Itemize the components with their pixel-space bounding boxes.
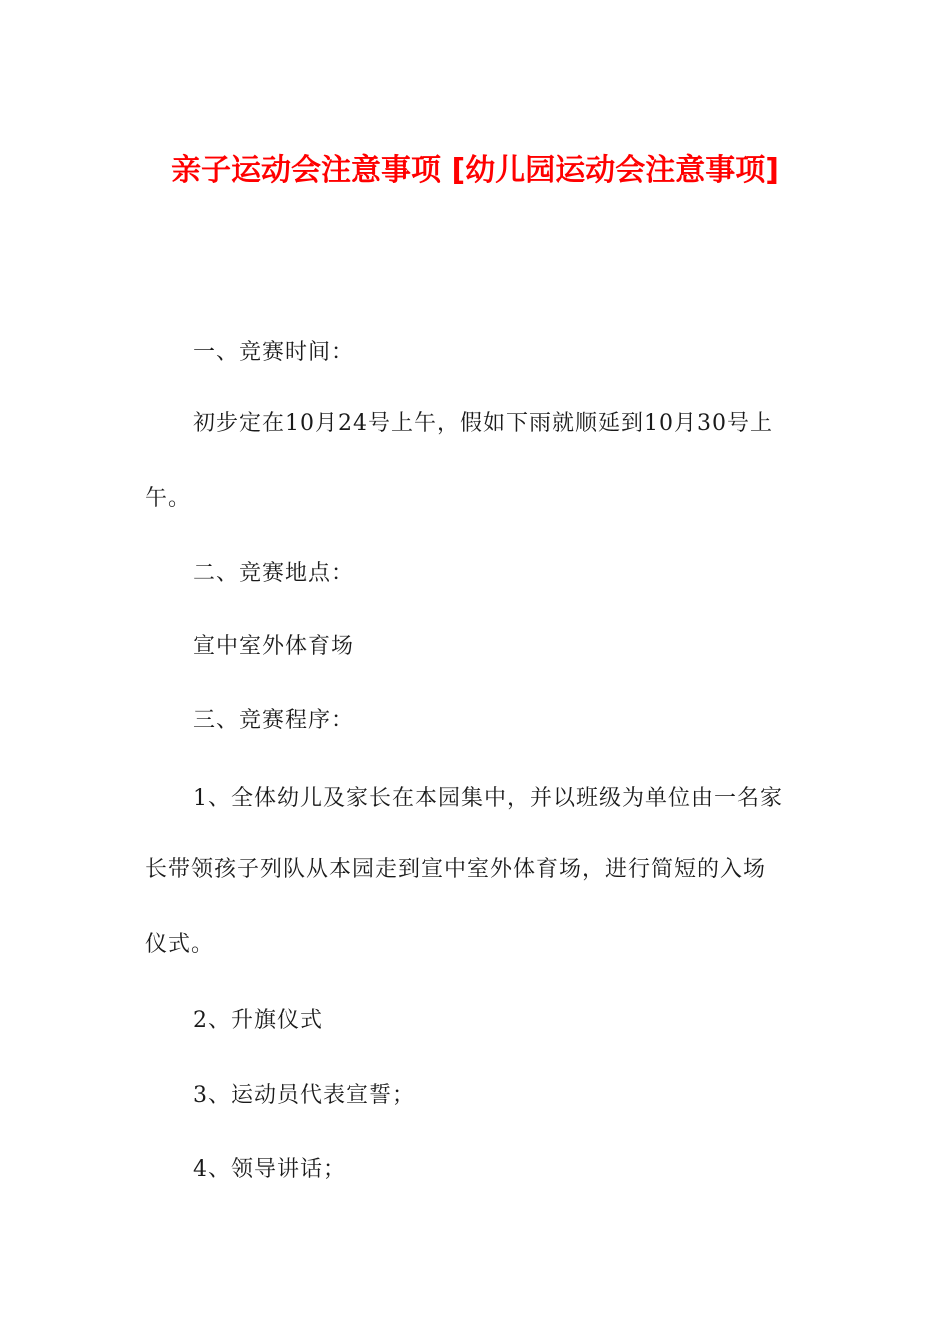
section-heading-program: 三、竞赛程序： (193, 708, 355, 733)
section-heading-time: 一、竞赛时间： (193, 340, 355, 365)
paragraph-line: 午。 (145, 486, 192, 511)
section-heading-location: 二、竞赛地点： (193, 561, 355, 586)
paragraph-line: 初步定在10月24号上午，假如下雨就顺延到10月30号上 (193, 411, 773, 436)
paragraph-line: 宣中室外体育场 (193, 634, 355, 659)
list-item: 3、运动员代表宣誓； (193, 1083, 415, 1108)
list-item: 2、升旗仪式 (193, 1008, 323, 1033)
list-item-line: 仪式。 (145, 932, 215, 957)
list-item-line: 1、全体幼儿及家长在本园集中，并以班级为单位由一名家 (193, 786, 783, 811)
list-item-line: 长带领孩子列队从本园走到宣中室外体育场，进行简短的入场 (145, 857, 767, 882)
list-item: 4、领导讲话； (193, 1157, 346, 1182)
document-title: 亲子运动会注意事项 [幼儿园运动会注意事项] (171, 153, 779, 188)
